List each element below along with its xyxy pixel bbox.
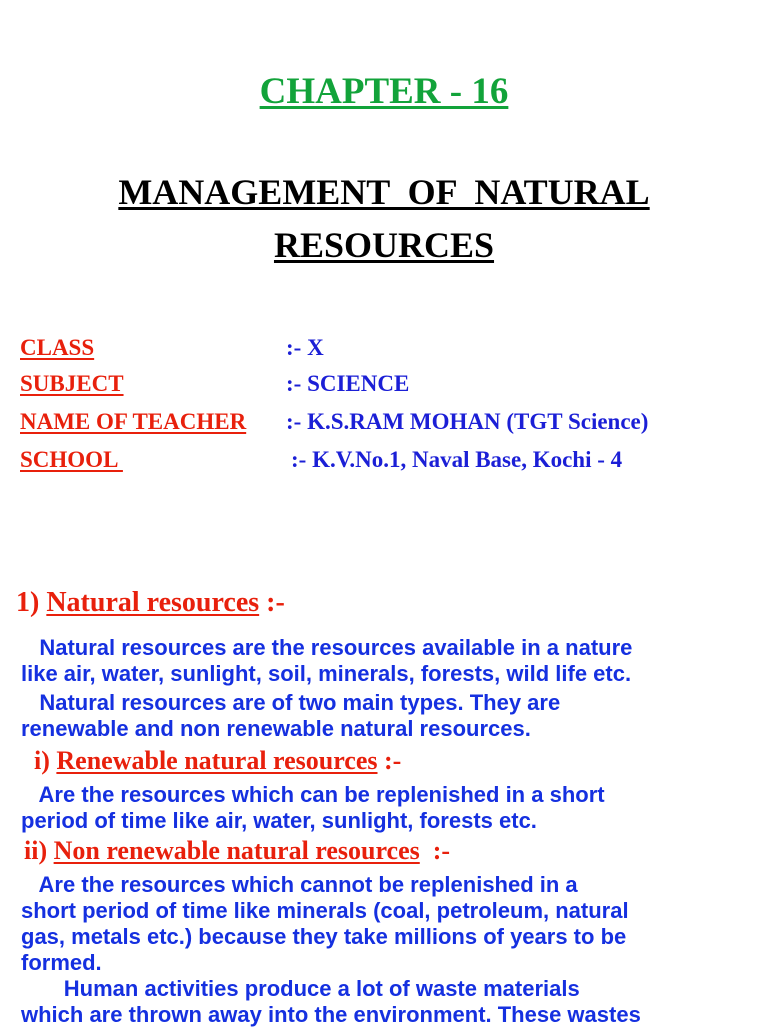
meta-label-subject: SUBJECT <box>20 371 124 396</box>
paragraph-line: Human activities produce a lot of waste materials <box>21 976 580 1001</box>
paragraph <box>21 782 605 834</box>
subsection-title: Renewable natural resources <box>56 746 378 775</box>
section-natural-resources-heading <box>16 587 285 619</box>
subsection-suffix: :- <box>377 746 402 775</box>
paragraph <box>21 635 632 687</box>
page-title-line-2: RESOURCES <box>273 225 495 265</box>
paragraph-line: Natural resources are of two main types. They are <box>21 690 561 715</box>
subsection-title: Non renewable natural resources <box>53 836 420 865</box>
page-title-line-1: MANAGEMENT OF NATURAL <box>118 172 650 212</box>
section-number: 1) <box>16 587 47 618</box>
meta-value-school: :- K.V.No.1, Naval Base, Kochi - 4 <box>291 447 623 472</box>
paragraph-line: Are the resources which cannot be replenished in a <box>21 872 578 897</box>
paragraph <box>21 976 641 1028</box>
subsection-renewable-heading <box>34 746 401 776</box>
paragraph-line: gas, metals etc.) because they take millions of years to be <box>21 924 627 949</box>
paragraph-line: Natural resources are the resources available in a nature <box>21 635 633 660</box>
paragraph-line: short period of time like minerals (coal, petroleum, natural <box>21 898 629 923</box>
paragraph-line: renewable and non renewable natural resources. <box>21 716 531 741</box>
section-title: Natural resources <box>46 587 260 618</box>
subsection-nonrenewable-heading <box>24 836 450 866</box>
subsection-number: i) <box>34 746 57 775</box>
paragraph <box>21 690 560 742</box>
meta-value-subject: :- SCIENCE <box>286 371 410 396</box>
paragraph-line: which are thrown away into the environment. These wastes <box>21 1002 641 1027</box>
meta-value-class: :- X <box>286 335 324 360</box>
subsection-suffix: :- <box>419 836 451 865</box>
paragraph-line: like air, water, sunlight, soil, minerals, forests, wild life etc. <box>21 661 632 686</box>
subsection-number: ii) <box>24 836 54 865</box>
paragraph-line: period of time like air, water, sunlight, forests etc. <box>21 808 537 833</box>
meta-label-class: CLASS <box>20 335 95 360</box>
meta-value-teacher: :- K.S.RAM MOHAN (TGT Science) <box>286 409 649 434</box>
meta-label-school: SCHOOL <box>20 447 123 472</box>
chapter-heading: CHAPTER - 16 <box>259 71 509 112</box>
meta-label-teacher: NAME OF TEACHER <box>20 409 247 434</box>
section-suffix: :- <box>259 587 285 618</box>
paragraph-line: formed. <box>21 950 102 975</box>
paragraph <box>21 872 629 976</box>
paragraph-line: Are the resources which can be replenished in a short <box>21 782 605 807</box>
